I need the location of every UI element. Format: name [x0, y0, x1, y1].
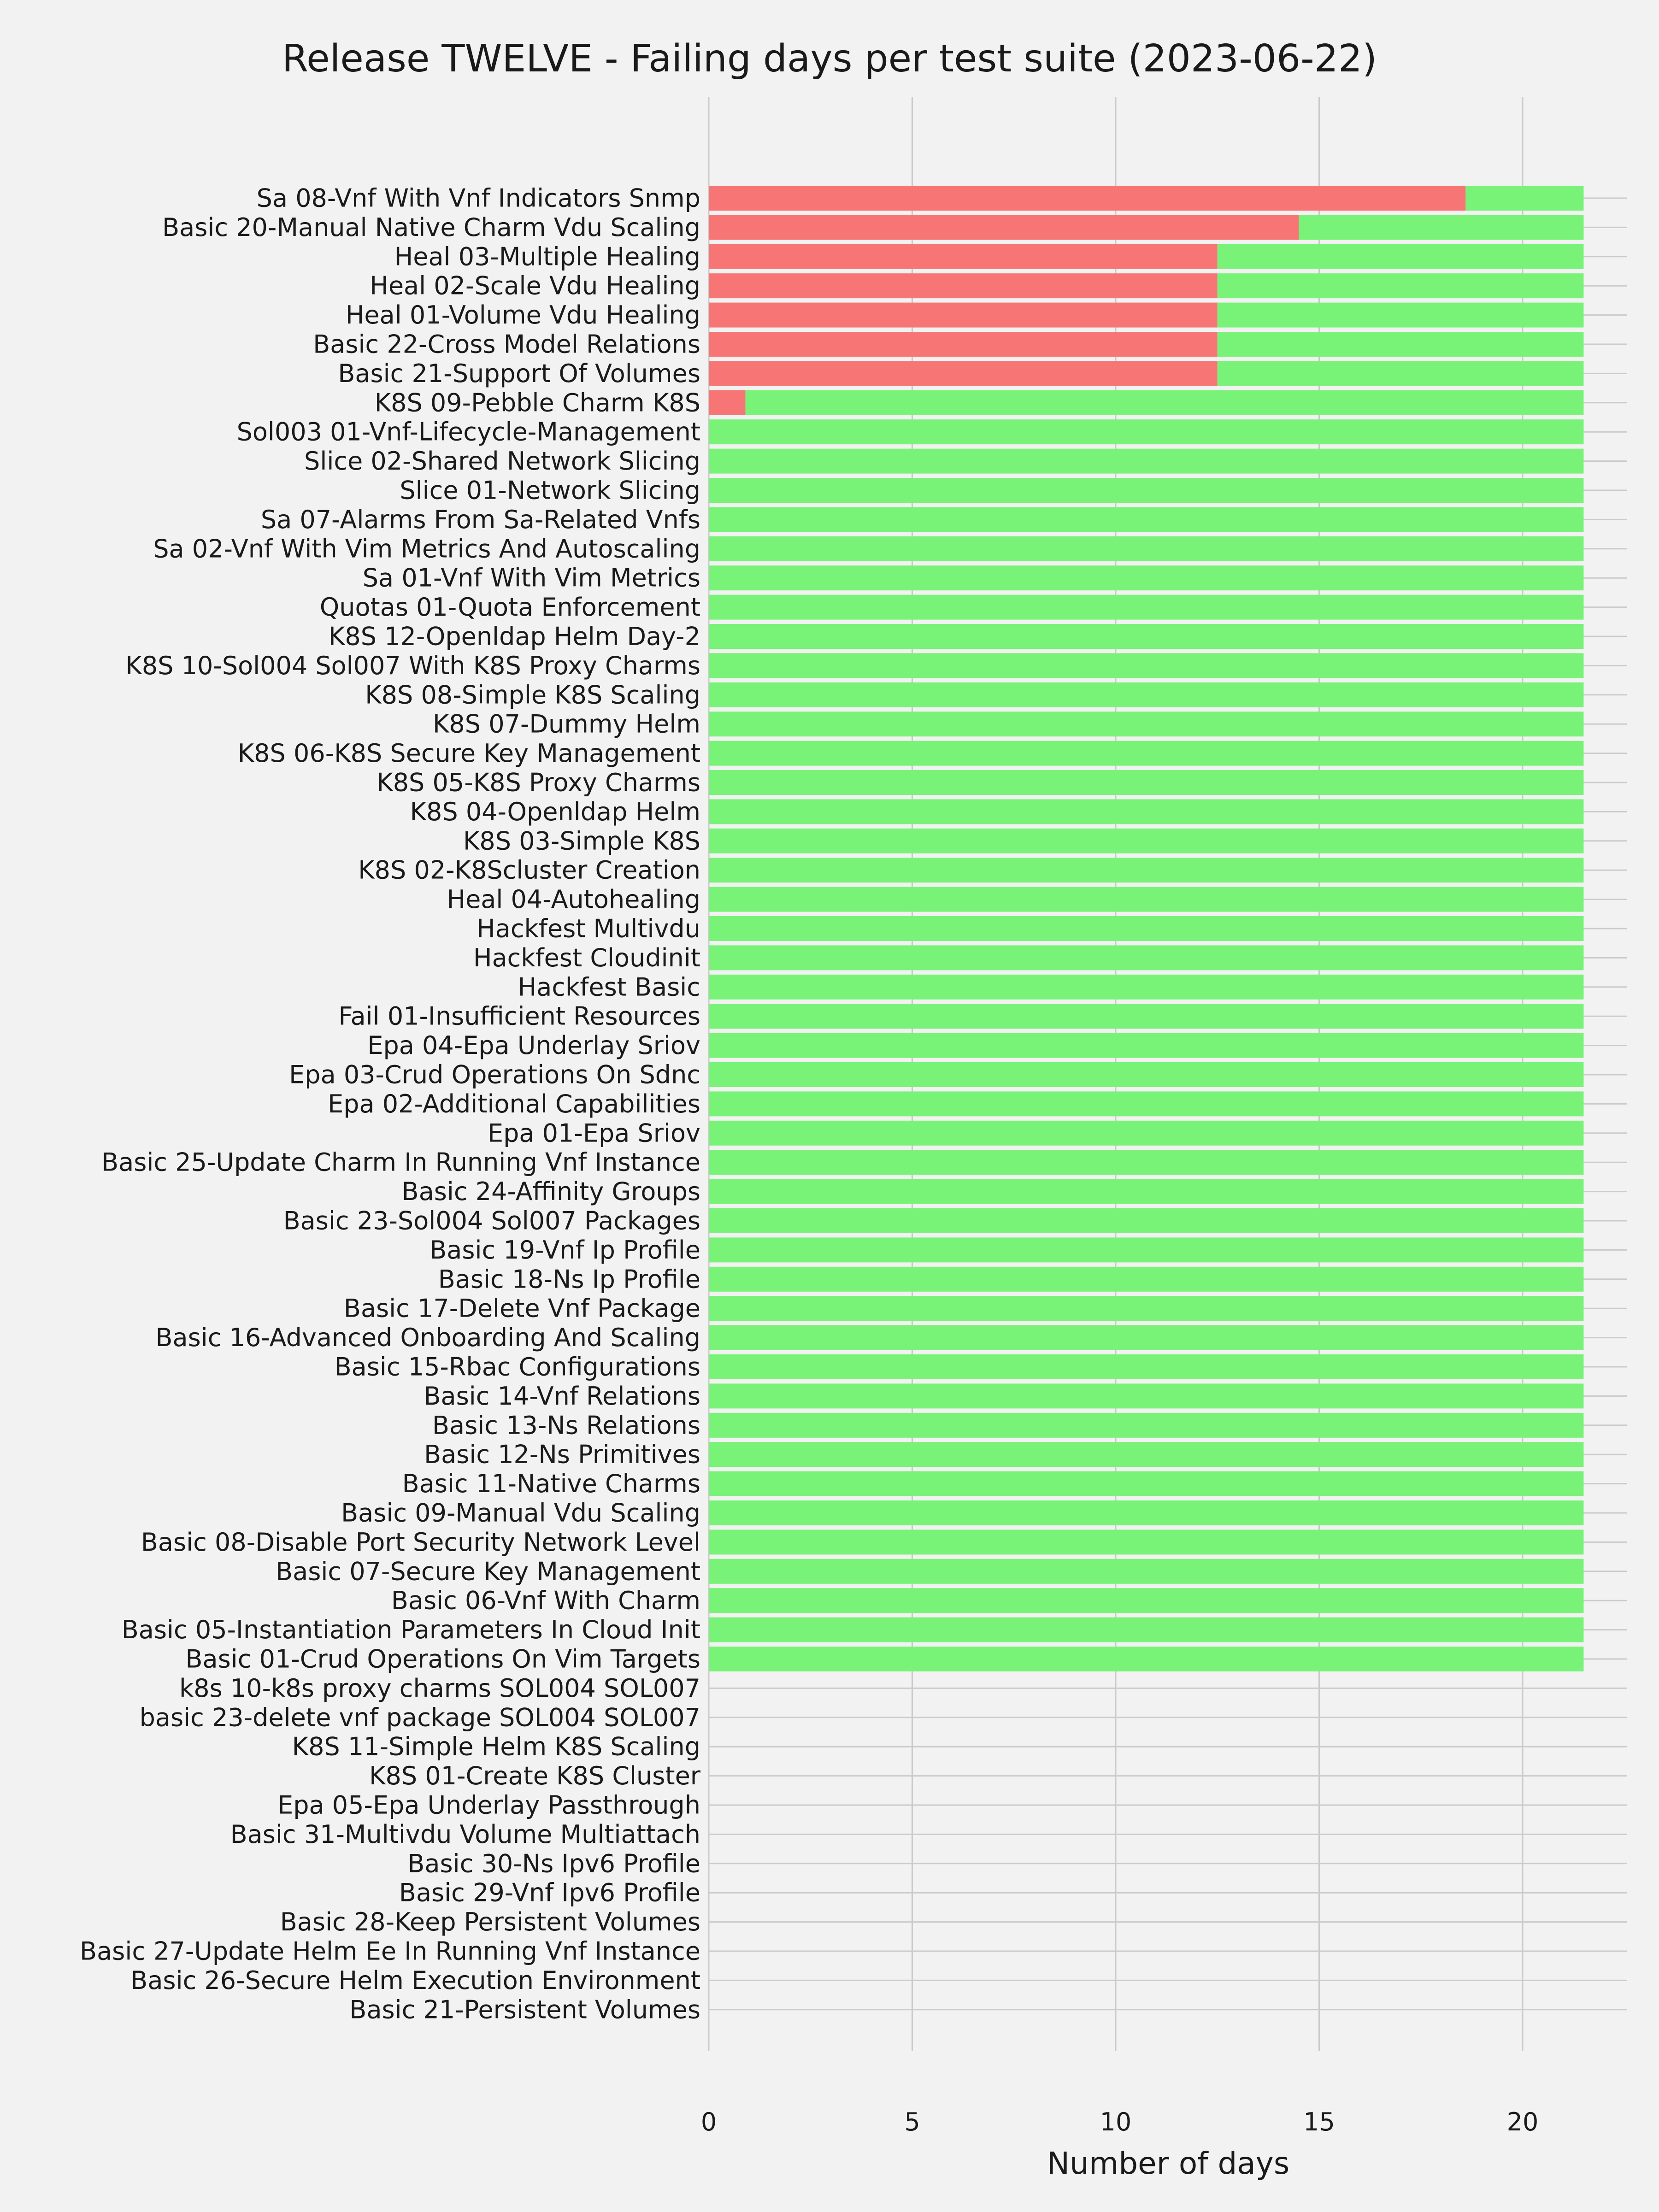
bar-passing-days [709, 1179, 1583, 1204]
x-tick-label: 10 [1100, 2107, 1132, 2136]
category-label: K8S 08-Simple K8S Scaling [365, 680, 700, 710]
bar-failing-days [709, 273, 1218, 298]
category-label: Epa 04-Epa Underlay Sriov [367, 1031, 700, 1060]
bar-passing-days [1218, 361, 1584, 386]
category-label: Basic 30-Ns Ipv6 Profile [407, 1849, 700, 1878]
category-label: Heal 02-Scale Vdu Healing [370, 271, 700, 300]
bar-passing-days [1218, 244, 1584, 269]
bar-passing-days [709, 419, 1583, 444]
category-label: Epa 05-Epa Underlay Passthrough [277, 1790, 700, 1820]
category-label: Basic 06-Vnf With Charm [391, 1586, 700, 1615]
bar-passing-days [709, 887, 1583, 912]
bar-passing-days [709, 536, 1583, 561]
bar-passing-days [709, 1500, 1583, 1525]
category-label: Epa 02-Additional Capabilities [328, 1089, 700, 1118]
bar-passing-days [709, 741, 1583, 766]
bar-passing-days [709, 1442, 1583, 1467]
bar-passing-days [709, 1588, 1583, 1613]
x-tick-label: 15 [1303, 2107, 1335, 2136]
bar-passing-days [709, 1530, 1583, 1554]
category-label: Basic 26-Secure Helm Execution Environment [130, 1965, 700, 1995]
category-label: Basic 11-Native Charms [402, 1469, 700, 1499]
bar-passing-days [709, 1413, 1583, 1438]
bar-passing-days [709, 1354, 1583, 1379]
category-label: Basic 22-Cross Model Relations [313, 329, 700, 359]
category-label: Sa 01-Vnf With Vim Metrics [362, 563, 700, 593]
bar-passing-days [709, 858, 1583, 882]
bar-passing-days [709, 682, 1583, 707]
bar-passing-days [1218, 332, 1584, 357]
category-label: Basic 07-Secure Key Management [276, 1557, 700, 1586]
category-label: Basic 31-Multivdu Volume Multiattach [230, 1819, 700, 1849]
category-label: Basic 29-Vnf Ipv6 Profile [399, 1878, 700, 1907]
bar-passing-days [709, 1004, 1583, 1029]
bar-passing-days [709, 449, 1583, 474]
category-label: Fail 01-Insufficient Resources [338, 1001, 700, 1031]
bar-failing-days [709, 186, 1465, 211]
bar-layer [709, 186, 1583, 1671]
bar-passing-days [709, 1383, 1583, 1408]
category-label: Slice 02-Shared Network Slicing [304, 447, 700, 476]
bar-passing-days [709, 1559, 1583, 1584]
category-label: Basic 24-Affinity Groups [401, 1177, 700, 1206]
category-label: Basic 01-Crud Operations On Vim Targets [185, 1644, 700, 1674]
category-label: Quotas 01-Quota Enforcement [319, 593, 700, 622]
category-label: Epa 01-Epa Sriov [488, 1118, 700, 1148]
bar-passing-days [709, 975, 1583, 1000]
bar-passing-days [709, 799, 1583, 824]
bar-passing-days [709, 1296, 1583, 1321]
category-label: K8S 04-Openldap Helm [410, 797, 700, 826]
bar-passing-days [709, 829, 1583, 853]
category-label: K8S 06-K8S Secure Key Management [237, 739, 700, 768]
bar-passing-days [709, 770, 1583, 795]
category-label: Basic 21-Persistent Volumes [349, 1995, 700, 2024]
category-label: Basic 28-Keep Persistent Volumes [280, 1907, 700, 1937]
bar-failing-days [709, 215, 1299, 240]
category-label: k8s 10-k8s proxy charms SOL004 SOL007 [179, 1673, 700, 1703]
category-label: K8S 02-K8Scluster Creation [358, 855, 700, 885]
category-label: Basic 05-Instantiation Parameters In Cloud Init [121, 1615, 700, 1645]
category-label: Sa 02-Vnf With Vim Metrics And Autoscaling [153, 534, 700, 564]
category-label: Basic 20-Manual Native Charm Vdu Scaling [162, 212, 700, 242]
bar-passing-days [709, 1121, 1583, 1146]
category-label: Basic 18-Ns Ip Profile [438, 1265, 700, 1294]
chart-title: Release TWELVE - Failing days per test suite (2023-06-22) [282, 37, 1377, 81]
bar-passing-days [709, 507, 1583, 532]
bar-passing-days [709, 1471, 1583, 1496]
category-label: Heal 03-Multiple Healing [394, 242, 700, 271]
x-tick-label: 5 [904, 2107, 920, 2136]
category-label: K8S 09-Pebble Charm K8S [374, 388, 700, 418]
category-label: Basic 14-Vnf Relations [424, 1381, 700, 1411]
bar-passing-days [709, 1033, 1583, 1058]
category-label: Hackfest Cloudinit [473, 943, 700, 972]
bar-passing-days [709, 916, 1583, 941]
bar-passing-days [1299, 215, 1583, 240]
bar-passing-days [709, 1267, 1583, 1292]
x-tick-label: 20 [1506, 2107, 1539, 2136]
category-label: K8S 05-K8S Proxy Charms [377, 768, 700, 797]
bar-passing-days [709, 1150, 1583, 1175]
category-label: Basic 15-Rbac Configurations [334, 1352, 700, 1382]
category-label: Hackfest Multivdu [477, 914, 700, 943]
bar-passing-days [1218, 303, 1584, 328]
bar-passing-days [709, 1062, 1583, 1087]
bar-failing-days [709, 303, 1218, 328]
category-label: K8S 01-Create K8S Cluster [369, 1761, 700, 1791]
bar-passing-days [709, 478, 1583, 503]
category-label: Basic 12-Ns Primitives [424, 1440, 700, 1469]
bar-passing-days [709, 1325, 1583, 1350]
category-label: Sol003 01-Vnf-Lifecycle-Management [236, 417, 700, 447]
category-label: Basic 25-Update Charm In Running Vnf Instance [101, 1147, 700, 1177]
category-label: Basic 13-Ns Relations [432, 1411, 700, 1440]
category-label: K8S 11-Simple Helm K8S Scaling [292, 1732, 700, 1761]
bar-passing-days [709, 1091, 1583, 1116]
x-tick-label: 0 [700, 2107, 717, 2136]
category-label: K8S 03-Simple K8S [463, 826, 700, 856]
bar-passing-days [709, 595, 1583, 620]
bar-passing-days [709, 624, 1583, 649]
category-label: Epa 03-Crud Operations On Sdnc [289, 1060, 700, 1089]
category-label: basic 23-delete vnf package SOL004 SOL007 [139, 1703, 700, 1732]
category-label: Basic 21-Support Of Volumes [338, 359, 700, 388]
category-label: Basic 08-Disable Port Security Network Level [141, 1527, 700, 1557]
category-label: Basic 16-Advanced Onboarding And Scaling [155, 1323, 700, 1353]
category-label: Hackfest Basic [518, 972, 700, 1002]
bar-failing-days [709, 390, 745, 415]
category-label: Basic 27-Update Helm Ee In Running Vnf Instance [80, 1936, 700, 1966]
category-label: Sa 08-Vnf With Vnf Indicators Snmp [256, 183, 700, 213]
bar-passing-days [709, 945, 1583, 970]
bar-passing-days [709, 1208, 1583, 1233]
category-label: Heal 04-Autohealing [447, 885, 700, 914]
bar-passing-days [709, 712, 1583, 736]
bar-passing-days [709, 1237, 1583, 1262]
category-label: Basic 23-Sol004 Sol007 Packages [283, 1206, 700, 1235]
bar-passing-days [1218, 273, 1584, 298]
bar-passing-days [709, 1647, 1583, 1671]
category-label: K8S 10-Sol004 Sol007 With K8S Proxy Charms [125, 651, 700, 680]
bar-passing-days [709, 565, 1583, 590]
category-label: Basic 09-Manual Vdu Scaling [341, 1498, 700, 1528]
bar-failing-days [709, 332, 1218, 357]
bar-passing-days [745, 390, 1583, 415]
category-label: K8S 07-Dummy Helm [433, 709, 700, 739]
category-label: Sa 07-Alarms From Sa-Related Vnfs [260, 505, 700, 534]
bar-failing-days [709, 244, 1218, 269]
bar-passing-days [709, 1618, 1583, 1642]
category-label: Heal 01-Volume Vdu Healing [345, 300, 700, 330]
bar-passing-days [1465, 186, 1583, 211]
x-axis-label: Number of days [1047, 2146, 1290, 2181]
category-label: Slice 01-Network Slicing [400, 476, 700, 505]
category-label: Basic 19-Vnf Ip Profile [429, 1235, 700, 1265]
bar-failing-days [709, 361, 1218, 386]
category-label: Basic 17-Delete Vnf Package [343, 1294, 700, 1323]
category-label: K8S 12-Openldap Helm Day-2 [328, 622, 700, 651]
bar-passing-days [709, 653, 1583, 678]
